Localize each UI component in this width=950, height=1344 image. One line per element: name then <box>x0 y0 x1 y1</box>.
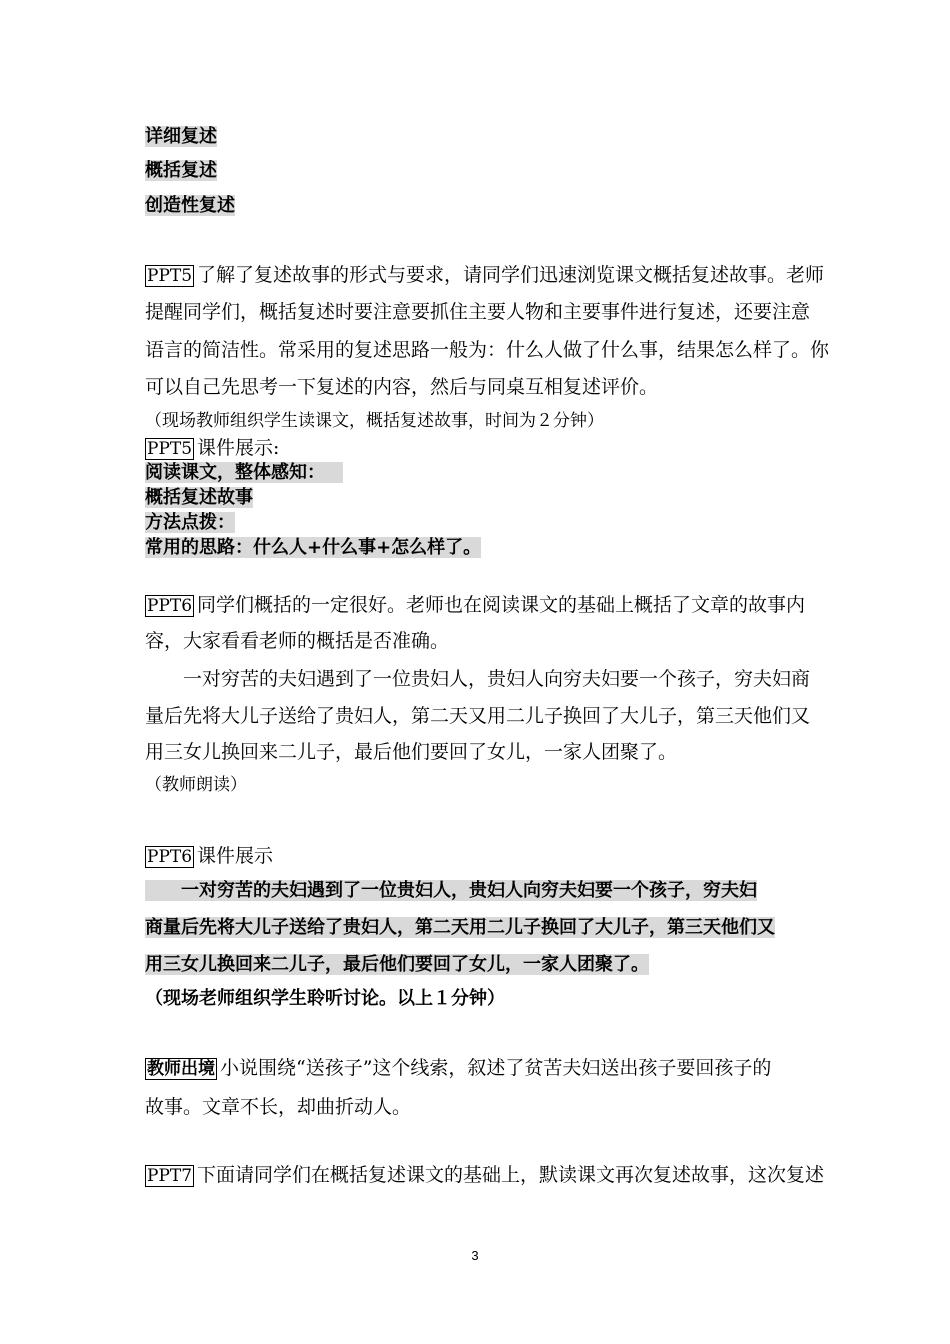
ppt6b-tag: PPT6 <box>147 847 193 867</box>
p6b-line-3: 用三女儿换回来二儿子，最后他们要回了女儿，一家人团聚了。 <box>145 954 649 975</box>
p6-note: （教师朗读） <box>145 775 247 795</box>
ppt6-tag: PPT6 <box>147 596 193 616</box>
p5b-item-3: 方法点拨： <box>145 512 235 533</box>
p5b-item-1: 阅读课文，整体感知： <box>145 460 343 486</box>
p6b-label-line: PPT6 课件展示 <box>147 845 274 867</box>
mode-detailed: 详细复述 <box>145 126 217 147</box>
ppt5b-tag: PPT5 <box>147 439 193 459</box>
page-number: 3 <box>471 1248 479 1263</box>
p5-line-3: 语言的简洁性。常采用的复述思路一般为：什么人做了什么事，结果怎么样了。你 <box>145 339 830 361</box>
mode-summary: 概括复述 <box>145 160 217 181</box>
p6-line-4: 量后先将大儿子送给了贵妇人，第二天又用二儿子换回了大儿子，第三天他们又 <box>145 705 811 727</box>
teacher-tag: 教师出境 <box>147 1059 215 1079</box>
ppt5-tag: PPT5 <box>147 266 193 286</box>
p6-line-5: 用三女儿换回来二儿子，最后他们要回了女儿，一家人团聚了。 <box>145 741 678 763</box>
p5-line-2: 提醒同学们，概括复述时要注意要抓住主要人物和主要事件进行复述，还要注意 <box>145 301 811 323</box>
p5-line-4: 可以自己先思考一下复述的内容，然后与同桌互相复述评价。 <box>145 376 659 398</box>
mode-creative: 创造性复述 <box>145 195 235 216</box>
p6b-note: （现场老师组织学生聆听讨论。以上１分钟） <box>145 988 505 1009</box>
teacher-line-2: 故事。文章不长，却曲折动人。 <box>145 1096 412 1118</box>
p6b-line-2: 商量后先将大儿子送给了贵妇人，第二天用二儿子换回了大儿子，第三天他们又 <box>145 917 775 938</box>
ppt7-tag: PPT7 <box>147 1166 193 1186</box>
p7-line: PPT7 下面请同学们在概括复述课文的基础上，默读课文再次复述故事，这次复述 <box>147 1164 825 1186</box>
p6b-line-1: 一对穷苦的夫妇遇到了一位贵妇人，贵妇人向穷夫妇要一个孩子，穷夫妇 <box>145 878 757 904</box>
p5b-item-4: 常用的思路：什么人+什么事+怎么样了。 <box>145 537 482 558</box>
p5b-item-2: 概括复述故事 <box>145 487 253 508</box>
p6-line-2: 容，大家看看老师的概括是否准确。 <box>145 630 450 652</box>
p5-line-1: PPT5 了解了复述故事的形式与要求，请同学们迅速浏览课文概括复述故事。老师 <box>147 264 825 286</box>
p5-note: （现场教师组织学生读课文，概括复述故事，时间为２分钟） <box>145 411 604 431</box>
p5b-label-line: PPT5 课件展示: <box>147 437 280 459</box>
p6-line-1: PPT6 同学们概括的一定很好。老师也在阅读课文的基础上概括了文章的故事内 <box>147 594 806 616</box>
teacher-line-1: 教师出境 小说围绕“送孩子”这个线索，叙述了贫苦夫妇送出孩子要回孩子的 <box>147 1057 772 1079</box>
p6-line-3: 一对穷苦的夫妇遇到了一位贵妇人，贵妇人向穷夫妇要一个孩子，穷夫妇商 <box>183 668 811 690</box>
